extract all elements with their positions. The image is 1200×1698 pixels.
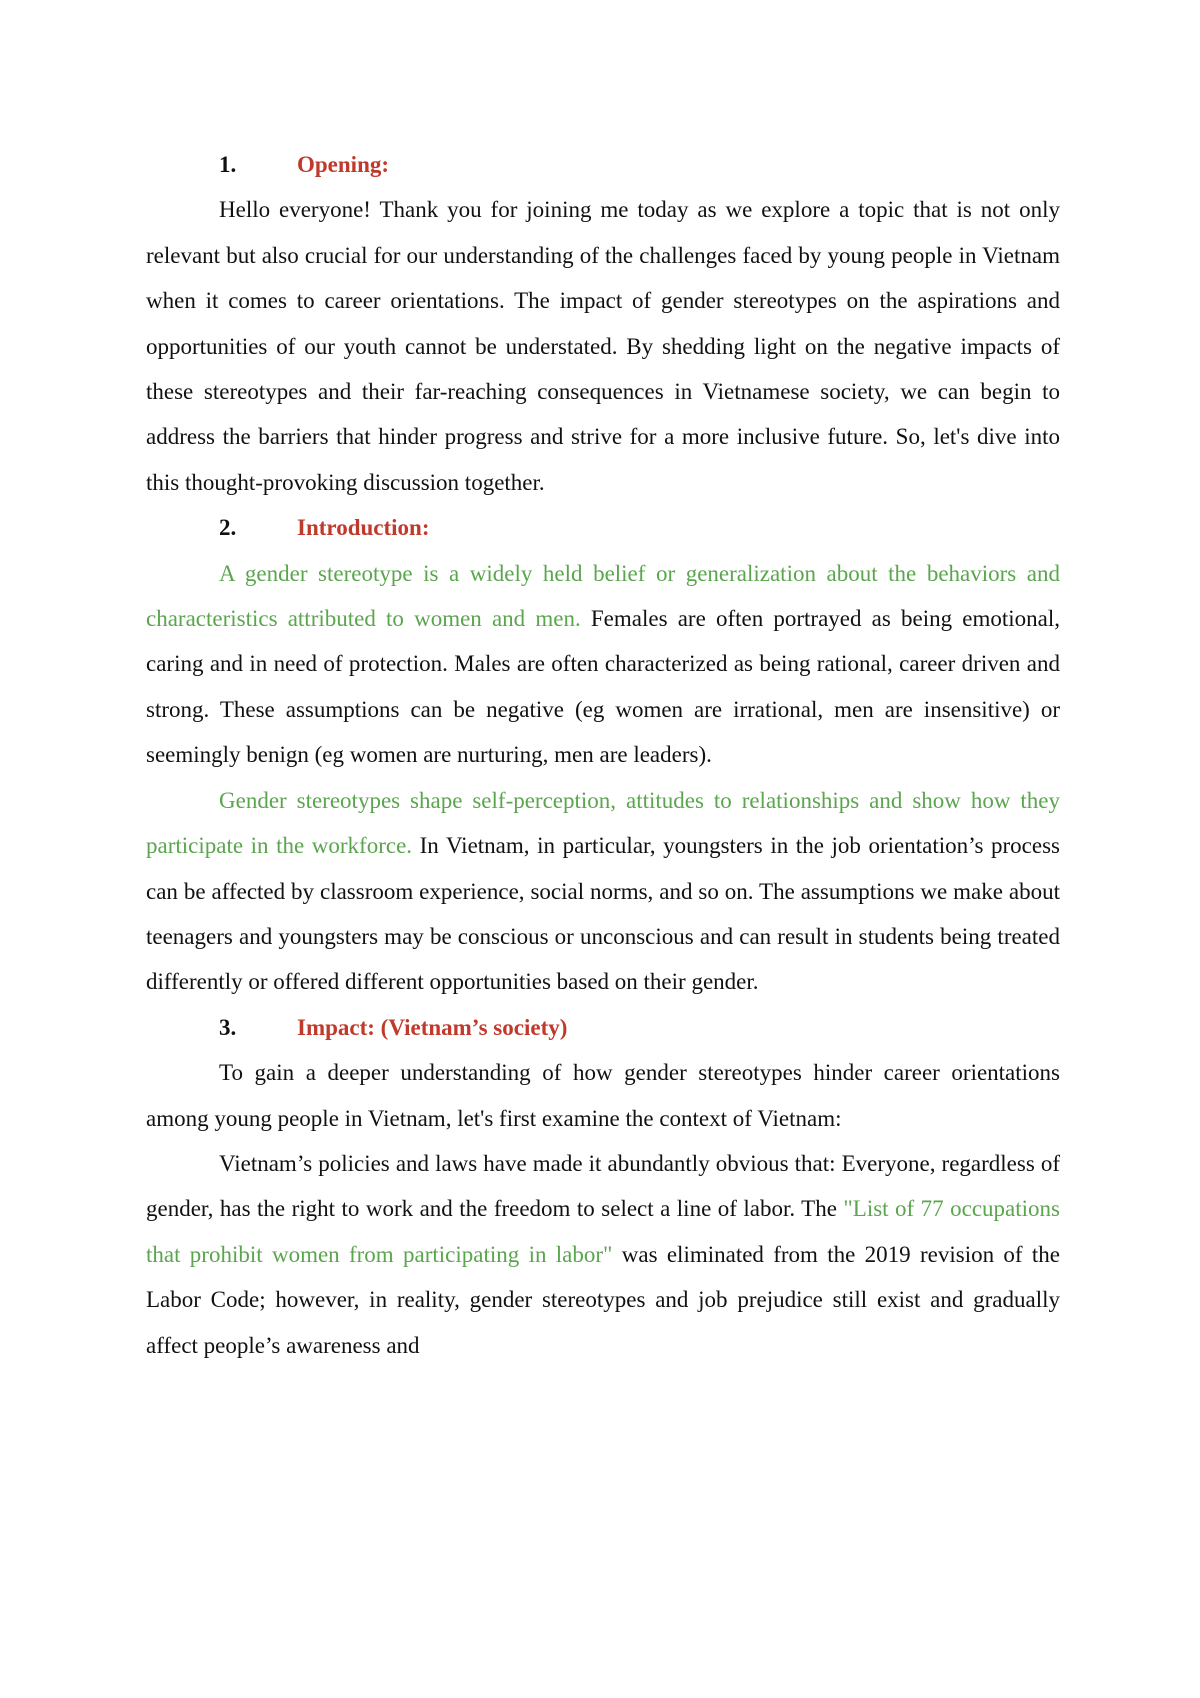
- highlighted-text: A gender stereotype is a widely held belief or generalization about the behaviors and characteristics attributed to women and men.: [146, 560, 1060, 632]
- body-paragraph: [146, 778, 1060, 1005]
- paragraph-text: Vietnam’s policies and laws have made it abundantly obvious that: Everyone, regardless of gender, has the right to work and the freedom to select a line of labor. The: [146, 1150, 1060, 1222]
- paragraph-text: was eliminated from the 2019 revision of the Labor Code; however, in reality, gender stereotypes and job prejudice still exist and gradually affect people’s awareness and: [146, 1241, 1060, 1358]
- paragraph-text: In Vietnam, in particular, youngsters in the job orientation’s process can be affected by classroom experience, social norms, and so on. The assumptions we make about teenagers and youngsters may be conscious or unconscious and can result in students being treated differently or offered different opportunities based on their gender.: [146, 833, 1061, 995]
- document-body: [146, 142, 1060, 1368]
- paragraph-text: To gain a deeper understanding of how gender stereotypes hinder career orientations among young people in Vietnam, let's first examine the context of Vietnam:: [146, 1060, 1060, 1131]
- highlighted-text: "List of 77 occupations that prohibit women from participating in labor": [146, 1196, 1060, 1267]
- section-number: 3.: [219, 1014, 237, 1040]
- highlighted-text: Gender stereotypes shape self-perception, attitudes to relationships and show how they participate in the workforce.: [146, 787, 1060, 859]
- body-paragraph: [146, 1141, 1060, 1368]
- section-heading: [146, 1005, 1060, 1050]
- section-heading: [146, 505, 1060, 550]
- section-number: 1.: [219, 152, 237, 177]
- body-paragraph: [146, 187, 1060, 505]
- section-title: Impact: (Vietnam’s society): [297, 1014, 568, 1040]
- section-title: Opening:: [297, 152, 390, 177]
- paragraph-text: Females are often portrayed as being emotional, caring and in need of protection. Males are often characterized as being rational, career driven and strong. These assumptions can be negative (eg women are irrational, men are insensitive) or seemingly benign (eg women are nurturing, men are leaders).: [146, 606, 1061, 768]
- paragraph-text: Hello everyone! Thank you for joining me today as we explore a topic that is not only relevant but also crucial for our understanding of the challenges faced by young people in Vietnam when it comes to career orientations. The impact of gender stereotypes on the aspirations and opportunities of our youth cannot be understated. By shedding light on the negative impacts of these stereotypes and their far-reaching consequences in Vietnamese society, we can begin to address the barriers that hinder progress and strive for a more inclusive future. So, let's dive into this thought-provoking discussion together.: [146, 197, 1060, 495]
- body-paragraph: [146, 551, 1060, 778]
- section-heading: [146, 142, 1060, 187]
- section-number: 2.: [219, 515, 237, 541]
- body-paragraph: [146, 1050, 1060, 1141]
- section-title: Introduction:: [297, 515, 430, 541]
